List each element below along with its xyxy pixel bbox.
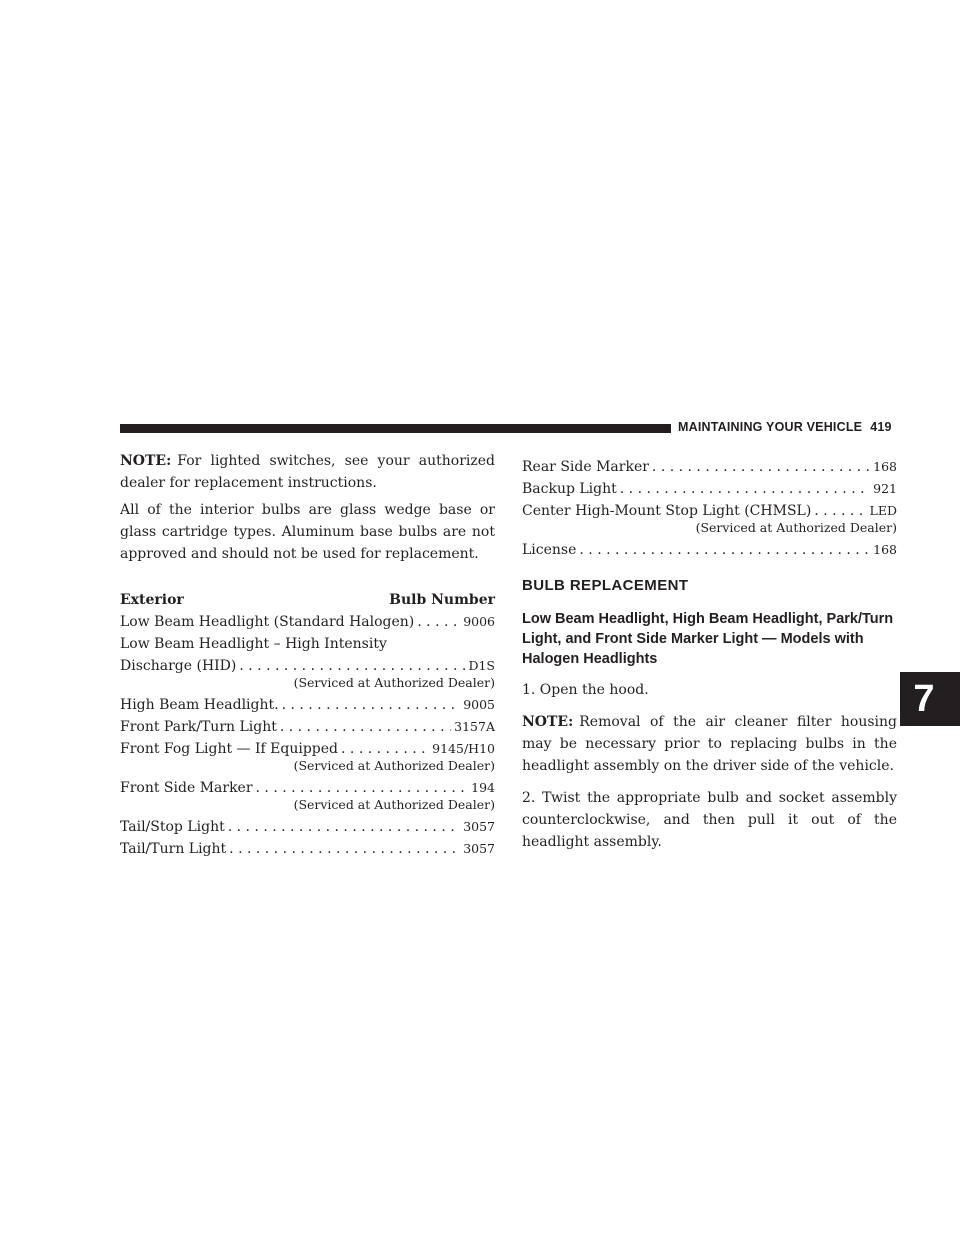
bulb-number: 168 xyxy=(873,542,897,557)
service-note: (Serviced at Authorized Dealer) xyxy=(695,520,897,535)
bulb-row xyxy=(120,694,495,716)
running-header xyxy=(678,420,892,434)
bulb-label: Discharge (HID) xyxy=(120,658,237,674)
page-number: 419 xyxy=(870,420,892,434)
note-text: For lighted switches, see your authorized dealer for replacement instructions. xyxy=(120,453,495,491)
bulb-number: 3157A xyxy=(454,719,495,734)
bulb-label: Center High-Mount Stop Light (CHMSL) xyxy=(522,503,812,519)
bulb-number-heading: Bulb Number xyxy=(389,592,495,608)
bulb-number: 921 xyxy=(873,481,897,496)
bulb-row xyxy=(120,611,495,633)
bulb-number: LED xyxy=(869,503,897,518)
step-2: 2. Twist the appropriate bulb and socket assembly counterclockwise, and then pull it out of the headlight assembly. xyxy=(522,790,897,850)
bulb-number: D1S xyxy=(468,658,495,673)
header-rule xyxy=(120,424,671,433)
bulb-label: Front Fog Light — If Equipped xyxy=(120,741,339,757)
note-label: NOTE: xyxy=(120,453,172,469)
bulb-number: 194 xyxy=(471,780,495,795)
exterior-heading: Exterior xyxy=(120,592,184,608)
section-name: MAINTAINING YOUR VEHICLE xyxy=(678,420,863,434)
bulb-number: 9145/H10 xyxy=(432,741,495,756)
bulb-row xyxy=(522,456,897,478)
note-label: NOTE: xyxy=(522,714,574,730)
bulb-label: Tail/Stop Light xyxy=(120,819,225,835)
subsection-title: Low Beam Headlight, High Beam Headlight, Park/Turn Light, and Front Side Marker Light — Models with Halogen Headlights xyxy=(522,611,894,667)
bulb-number: 3057 xyxy=(463,841,495,856)
bulb-label: Tail/Turn Light xyxy=(120,841,227,857)
bulb-label: Rear Side Marker xyxy=(522,459,649,475)
bulb-number: 9005 xyxy=(463,697,495,712)
service-note: (Serviced at Authorized Dealer) xyxy=(293,675,495,690)
bulb-number: 168 xyxy=(873,459,897,474)
note-paragraph xyxy=(522,711,897,777)
bulb-label: Low Beam Headlight (Standard Halogen) xyxy=(120,614,415,630)
step-1: 1. Open the hood. xyxy=(522,682,649,698)
bulb-number: 9006 xyxy=(463,614,495,629)
bulb-types-paragraph: All of the interior bulbs are glass wedge base or glass cartridge types. Aluminum base bulbs are not approved and should not be used for replacement. xyxy=(120,502,495,562)
bulb-row xyxy=(120,716,495,738)
left-column xyxy=(120,450,495,860)
bulb-number: 3057 xyxy=(463,819,495,834)
section-title: BULB REPLACEMENT xyxy=(522,577,689,594)
right-column xyxy=(522,456,897,853)
bulb-row xyxy=(120,816,495,838)
bulb-row xyxy=(522,478,897,500)
bulb-label: Front Side Marker xyxy=(120,780,253,796)
note-text: Removal of the air cleaner filter housing may be necessary prior to replacing bulbs in the headlight assembly on the driver side of the vehicle. xyxy=(522,714,897,774)
chapter-tab: 7 xyxy=(900,672,960,726)
bulb-label: Front Park/Turn Light xyxy=(120,719,277,735)
bulb-row xyxy=(120,838,495,860)
bulb-row xyxy=(522,539,897,561)
bulb-label: Backup Light xyxy=(522,481,617,497)
note-paragraph xyxy=(120,450,495,494)
bulb-label: License xyxy=(522,542,577,558)
bulb-label-line: Low Beam Headlight – High Intensity xyxy=(120,636,387,652)
service-note: (Serviced at Authorized Dealer) xyxy=(293,758,495,773)
bulb-label: High Beam Headlight. xyxy=(120,697,279,713)
service-note: (Serviced at Authorized Dealer) xyxy=(293,797,495,812)
bulb-table-header xyxy=(120,589,495,611)
